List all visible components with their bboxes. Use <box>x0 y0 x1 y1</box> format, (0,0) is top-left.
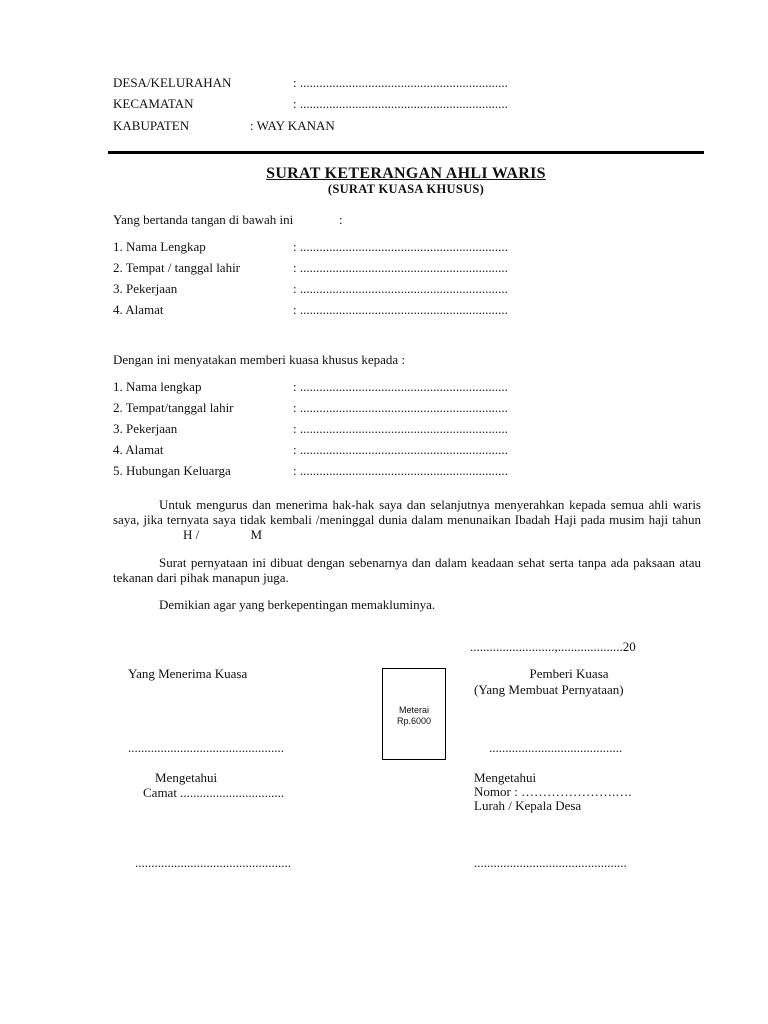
paragraph-closing <box>113 597 701 612</box>
document-subtitle: (SURAT KUASA KHUSUS) <box>327 182 485 196</box>
paragraph-purpose <box>113 497 701 542</box>
receiver-title: Yang Menerima Kuasa <box>128 666 248 681</box>
lurah-signature-line: ............................................... <box>474 855 627 870</box>
stamp-label: Meterai <box>398 705 429 715</box>
attorney-field-value: : ................................................................ <box>293 421 508 436</box>
header-label-desa: DESA/KELURAHAN <box>113 75 232 90</box>
attorney-field-value: : ................................................................ <box>293 442 508 457</box>
attorney-field-value: : ................................................................ <box>293 379 508 394</box>
giver-signature-line: ......................................... <box>489 740 623 755</box>
signer-field-value: : ................................................................ <box>293 239 508 254</box>
right-acknowledge-label: Mengetahui <box>474 770 537 785</box>
header-divider <box>108 151 704 154</box>
header-label-kecamatan: KECAMATAN <box>113 96 194 111</box>
giver-title: Pemberi Kuasa <box>529 666 609 681</box>
giver-subtitle: (Yang Membuat Pernyataan) <box>474 682 624 697</box>
lurah-role: Lurah / Kepala Desa <box>474 798 582 813</box>
header-label-kabupaten: KABUPATEN <box>113 118 190 133</box>
header-value-kecamatan: : ................................................................ <box>293 96 508 111</box>
attorney-field-label: 3. Pekerjaan <box>113 421 178 436</box>
signer-field-value: : ................................................................ <box>293 302 508 317</box>
paragraph-closing-text: Demikian agar yang berkepentingan memakluminya. <box>159 597 436 612</box>
attorney-field-label: 1. Nama lengkap <box>113 379 202 394</box>
header-value-desa: : ................................................................ <box>293 75 508 90</box>
attorney-field-value: : ................................................................ <box>293 463 508 478</box>
attorney-field-label: 5. Hubungan Keluarga <box>113 463 231 478</box>
paragraph-statement-text: Surat pernyataan ini dibuat dengan sebenarnya dan dalam keadaan sehat serta tanpa ada paksaan atau tekanan dari pihak manapun juga. <box>113 555 701 585</box>
signer-field-label: 4. Alamat <box>113 302 164 317</box>
receiver-signature-line: ................................................ <box>128 740 284 755</box>
signer-field-value: : ................................................................ <box>293 260 508 275</box>
left-acknowledge-label: Mengetahui <box>155 770 218 785</box>
signer-intro: Yang bertanda tangan di bawah ini <box>113 212 294 227</box>
attorney-field-value: : ................................................................ <box>293 400 508 415</box>
attorney-field-label: 2. Tempat/tanggal lahir <box>113 400 234 415</box>
header-value-kabupaten: : WAY KANAN <box>250 118 335 133</box>
camat-role: Camat ................................ <box>143 785 285 800</box>
paragraph-statement <box>113 555 701 585</box>
year-masehi-suffix: M <box>250 527 263 542</box>
signer-field-label: 1. Nama Lengkap <box>113 239 206 254</box>
camat-signature-line: ................................................ <box>135 855 291 870</box>
revenue-stamp-box <box>382 668 446 760</box>
nomor-field: Nomor : ………………….…. <box>474 784 632 799</box>
document-title: SURAT KETERANGAN AHLI WARIS <box>266 165 546 182</box>
place-date-line: ..........................,....................20 <box>470 639 636 654</box>
signer-field-value: : ................................................................ <box>293 281 508 296</box>
paragraph-purpose-text: Untuk mengurus dan menerima hak-hak saya dan selanjutnya menyerahkan kepada semua ahli waris saya, jika ternyata saya tidak kembali /meninggal dunia dalam menunaikan Ibadah Haji pada musim haji tahun <box>113 497 701 527</box>
year-hijri-suffix: H / <box>183 527 200 542</box>
signer-field-label: 3. Pekerjaan <box>113 281 178 296</box>
stamp-amount: Rp.6000 <box>396 716 432 726</box>
signer-intro-colon: : <box>339 212 343 227</box>
attorney-intro: Dengan ini menyatakan memberi kuasa khusus kepada : <box>113 352 406 367</box>
attorney-field-label: 4. Alamat <box>113 442 164 457</box>
signer-field-label: 2. Tempat / tanggal lahir <box>113 260 241 275</box>
